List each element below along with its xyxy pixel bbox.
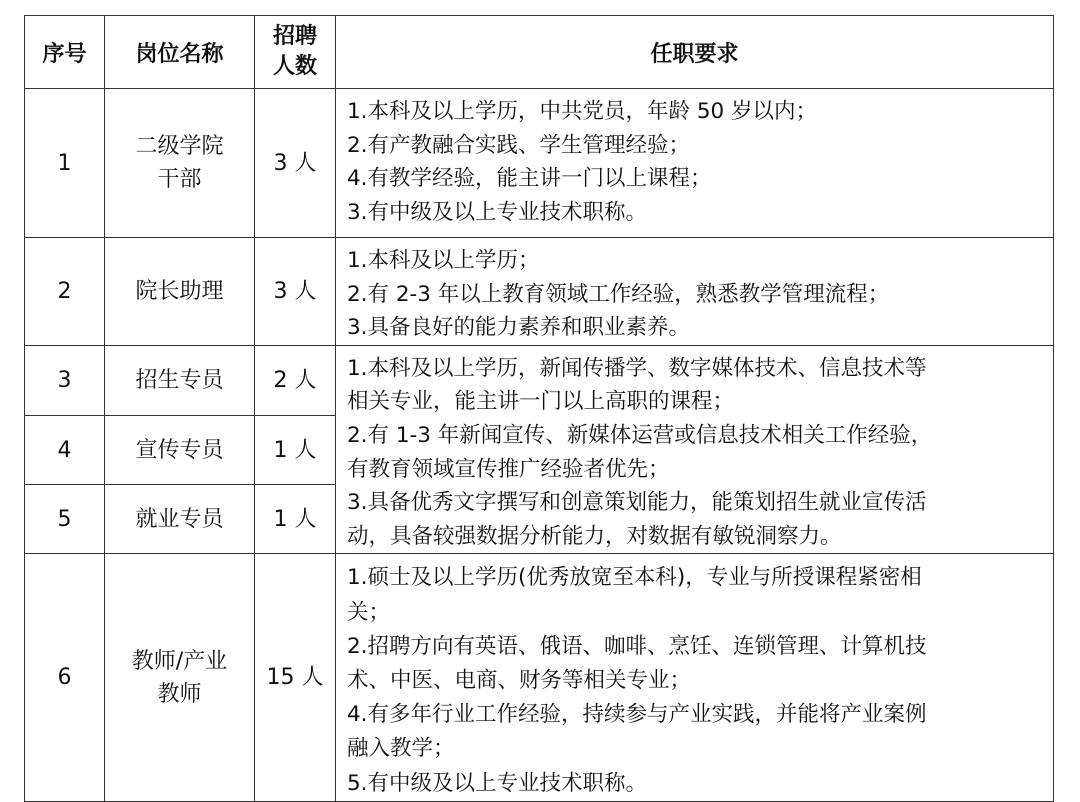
- requirement-line: 3.具备良好的能力素养和职业素养。: [347, 315, 691, 341]
- position-line2: 干部: [157, 167, 202, 192]
- requirement-line: 4.有多年行业工作经验，持续参与产业实践，并能将产业案例: [347, 702, 927, 728]
- requirement-line: 2.有 2-3 年以上教育领域工作经验，熟悉教学管理流程；: [347, 281, 890, 307]
- requirement-line: 1.本科及以上学历，中共党员，年龄 50 岁以内；: [347, 99, 818, 124]
- requirement-line: 3.有中级及以上专业技术职称。: [347, 199, 648, 225]
- header-count-line2: 人数: [272, 54, 317, 79]
- position-line2: 教师: [157, 681, 202, 707]
- requirement-line: 1.本科及以上学历；: [347, 248, 540, 273]
- row-count: 3 人: [255, 89, 336, 238]
- row-seq: 3: [25, 345, 105, 415]
- requirement-line: 相关专业，能主讲一门以上高职的课程；: [347, 389, 735, 415]
- row-count: 15 人: [255, 554, 336, 801]
- header-row: [25, 16, 1054, 89]
- row-seq: 1: [25, 89, 105, 238]
- requirement-line: 2.有 1-3 年新闻宣传、新媒体运营或信息技术相关工作经验，: [347, 422, 933, 448]
- requirement-line: 关；: [347, 599, 391, 625]
- requirement-line: 融入教学；: [347, 736, 455, 762]
- header-count-line1: 招聘: [272, 24, 317, 49]
- header-count: [255, 16, 336, 89]
- requirement-line: 2.有产教融合实践、学生管理经验；: [347, 132, 691, 158]
- shared-requirements: [336, 345, 1054, 554]
- row-seq: 4: [25, 415, 105, 484]
- requirement-line: 有教育领域宣传推广经验者优先；: [347, 456, 670, 482]
- row-requirements: [336, 238, 1054, 346]
- row-count: 2 人: [255, 345, 336, 415]
- row-position: [105, 554, 255, 801]
- header-seq: 序号: [25, 16, 105, 89]
- requirement-line: 5.有中级及以上专业技术职称。: [347, 770, 648, 796]
- row-count: 1 人: [255, 485, 336, 554]
- position-line1: 教师/产业: [131, 648, 228, 674]
- row-seq: 5: [25, 485, 105, 554]
- row-count: 1 人: [255, 415, 336, 484]
- requirement-line: 1.本科及以上学历，新闻传播学、数字媒体技术、信息技术等: [347, 355, 927, 381]
- row-position: 院长助理: [105, 238, 255, 346]
- row-position: 宣传专员: [105, 415, 255, 484]
- recruitment-table: [24, 15, 1054, 802]
- requirement-line: 4.有教学经验，能主讲一门以上课程；: [347, 166, 712, 192]
- row-position: 就业专员: [105, 485, 255, 554]
- table-row: [25, 345, 1054, 415]
- row-seq: 2: [25, 238, 105, 346]
- header-requirements: 任职要求: [336, 16, 1054, 89]
- table-row: [25, 238, 1054, 346]
- table-row: [25, 554, 1054, 801]
- row-requirements: [336, 554, 1054, 801]
- requirement-line: 1.硕士及以上学历(优秀放宽至本科)，专业与所授课程紧密相: [347, 565, 922, 591]
- table-row: [25, 89, 1054, 238]
- row-position: 招生专员: [105, 345, 255, 415]
- requirement-line: 3.具备优秀文字撰写和创意策划能力，能策划招生就业宣传活: [347, 490, 927, 516]
- row-requirements: [336, 89, 1054, 238]
- row-seq: 6: [25, 554, 105, 801]
- position-line1: 二级学院: [135, 134, 224, 159]
- row-position: [105, 89, 255, 238]
- requirement-line: 动，具备较强数据分析能力，对数据有敏锐洞察力。: [347, 523, 842, 549]
- requirement-line: 2.招聘方向有英语、俄语、咖啡、烹饪、连锁管理、计算机技: [347, 633, 927, 659]
- requirement-line: 术、中医、电商、财务等相关专业；: [347, 667, 692, 693]
- row-count: 3 人: [255, 238, 336, 346]
- header-position: 岗位名称: [105, 16, 255, 89]
